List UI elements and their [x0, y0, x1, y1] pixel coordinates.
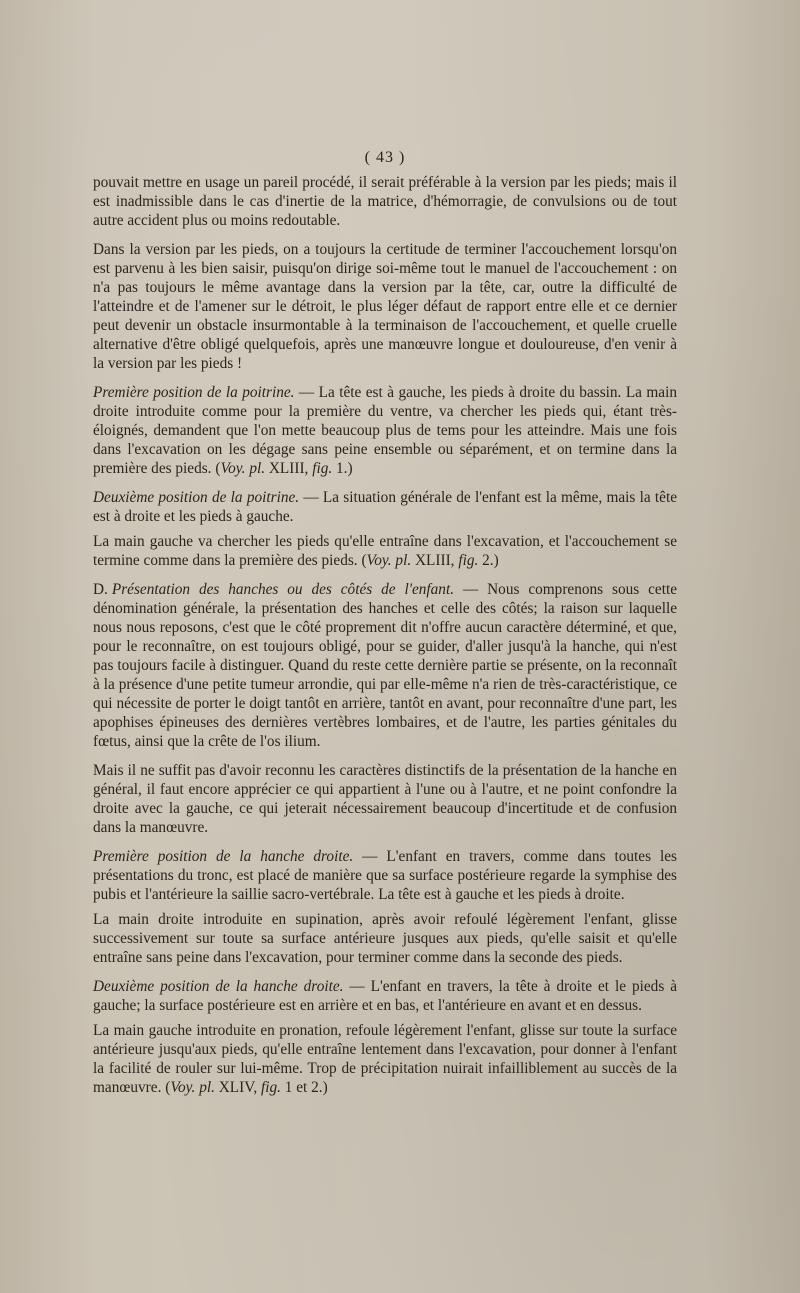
paragraph-7	[93, 761, 677, 837]
paragraph-1	[93, 173, 677, 230]
paragraph-text: — Nous comprenons sous cette dénomination générale, la présentation des hanches et celle des côtés; la raison sur laquelle nous nous reposons, c'est que le côté proprement dit n'offre aucun caractère déterminé, et que, pour le reconnaître, on est toujours obligé, pour se guider, d'aller jusqu'à la hanche, qui n'est pas toujours facile à distinguer. Quand du reste cette dernière partie se présente, on la reconnaît à la présence d'une petite tumeur arrondie, qui par elle-même n'a rien de très-caractéristique, ce qui nécessite de porter le doigt tantôt en arrière, tantôt en avant, pour reconnaître d'une part, les apophises épineuses des dernières vertèbres lombaires, et de l'autre, les parties génitales du fœtus, ainsi que la crête de l'os ilium.	[93, 581, 677, 750]
paragraph-text: — L'enfant en travers, comme dans toutes les présentations du tronc, est placé de manière que sa surface postérieure regarde la symphise des pubis et l'antérieure la saillie sacro-vertébrale. La tête est à gauche et les pieds à droite.	[93, 848, 677, 903]
paragraph-text: Dans la version par les pieds, on a toujours la certitude de terminer l'accouchement lorsqu'on est parvenu à les bien saisir, puisqu'on dirige soi-même tout le manuel de l'accouchement : on n'a pas toujours le même avantage dans la version par la tête, car, outre la difficulté de l'atteindre et de l'amener sur le détroit, le plus léger défaut de rapport entre elle et ce dernier peut devenir un obstacle insurmontable à la terminaison de l'accouchement, et quelle cruelle alternative d'être obligé quelquefois, après une manœuvre longue et douloureuse, d'en venir à la version par les pieds !	[93, 241, 677, 372]
paragraph-8	[93, 847, 677, 904]
figure-number: 2.)	[478, 552, 499, 569]
page-text	[93, 148, 677, 1107]
plate-number: XLIII,	[265, 460, 313, 477]
figure-reference: fig.	[312, 460, 333, 477]
paragraph-5	[93, 532, 677, 570]
figure-number: 1.)	[332, 460, 353, 477]
plate-number: XLIV,	[214, 1079, 261, 1096]
figure-number: 1 et 2.)	[280, 1079, 328, 1096]
page-number: ( 43 )	[364, 149, 406, 166]
paragraph-4	[93, 488, 677, 526]
paragraph-text: — La tête est à gauche, les pieds à droite du bassin. La main droite introduite comme pour la première du ventre, va chercher les pieds qui, étant très-éloignés, demandent que l'on mette beaucoup plus de tems pour les atteindre. Mais une fois dans l'excavation on les dégage sans peine ensemble ou séparément, et on termine dans la première des pieds. (	[93, 384, 677, 477]
section-title: Deuxième position de la poitrine.	[93, 489, 300, 506]
section-letter: D.	[93, 581, 108, 598]
section-title: Première position de la poitrine.	[93, 384, 295, 401]
paragraph-3	[93, 383, 677, 478]
plate-reference: Voy. pl.	[220, 460, 266, 477]
paragraph-text: Mais il ne suffit pas d'avoir reconnu les caractères distinctifs de la présentation de la hanche en général, il faut encore apprécier ce qui appartient à l'une ou à l'autre, et ne point confondre la droite avec la gauche, ce qui jeterait nécessairement beaucoup d'incertitude et de confusion dans la manœuvre.	[93, 762, 677, 836]
paragraph-9	[93, 910, 677, 967]
paragraph-text: La main droite introduite en supination, après avoir refoulé légèrement l'enfant, glisse successivement sur toute sa surface antérieure jusques aux pieds, qu'elle saisit et qu'elle entraîne sans peine dans l'excavation, pour terminer comme dans la seconde des pieds.	[93, 911, 677, 966]
paragraph-text: La main gauche va chercher les pieds qu'elle entraîne dans l'excavation, et l'accouchement se termine comme dans la première des pieds. (	[93, 533, 677, 569]
paragraph-10	[93, 977, 677, 1015]
paragraph-text: pouvait mettre en usage un pareil procédé, il serait préférable à la version par les pieds; mais il est inadmissible dans le cas d'inertie de la matrice, d'hémorragie, de convulsions ou de tout autre accident plus ou moins redoutable.	[93, 174, 677, 229]
paragraph-text: La main gauche introduite en pronation, refoule légèrement l'enfant, glisse sur toute la surface antérieure jusqu'aux pieds, qu'elle entraîne lentement dans l'excavation, pour donner à l'enfant la facilité de rouler sur lui-même. Trop de précipitation nuirait infailliblement au succès de la manœuvre. (	[93, 1022, 677, 1096]
paragraph-2	[93, 240, 677, 373]
figure-reference: fig.	[458, 552, 479, 569]
section-title: Deuxième position de la hanche droite.	[93, 978, 344, 995]
paragraph-text: — L'enfant en travers, la tête à droite et le pieds à gauche; la surface postérieure est en arrière et en bas, et l'antérieure en avant et en dessus.	[93, 978, 678, 1014]
paragraph-11	[93, 1021, 677, 1097]
plate-number: XLIII,	[411, 552, 459, 569]
plate-reference: Voy. pl.	[366, 552, 412, 569]
paragraph-6	[93, 580, 677, 751]
paragraph-text: — La situation générale de l'enfant est la même, mais la tête est à droite et les pieds à gauche.	[93, 489, 677, 525]
section-title: Première position de la hanche droite.	[93, 848, 354, 865]
figure-reference: fig.	[260, 1079, 281, 1096]
plate-reference: Voy. pl.	[170, 1079, 215, 1096]
section-title: Présentation des hanches ou des côtés de l'enfant.	[111, 581, 455, 598]
